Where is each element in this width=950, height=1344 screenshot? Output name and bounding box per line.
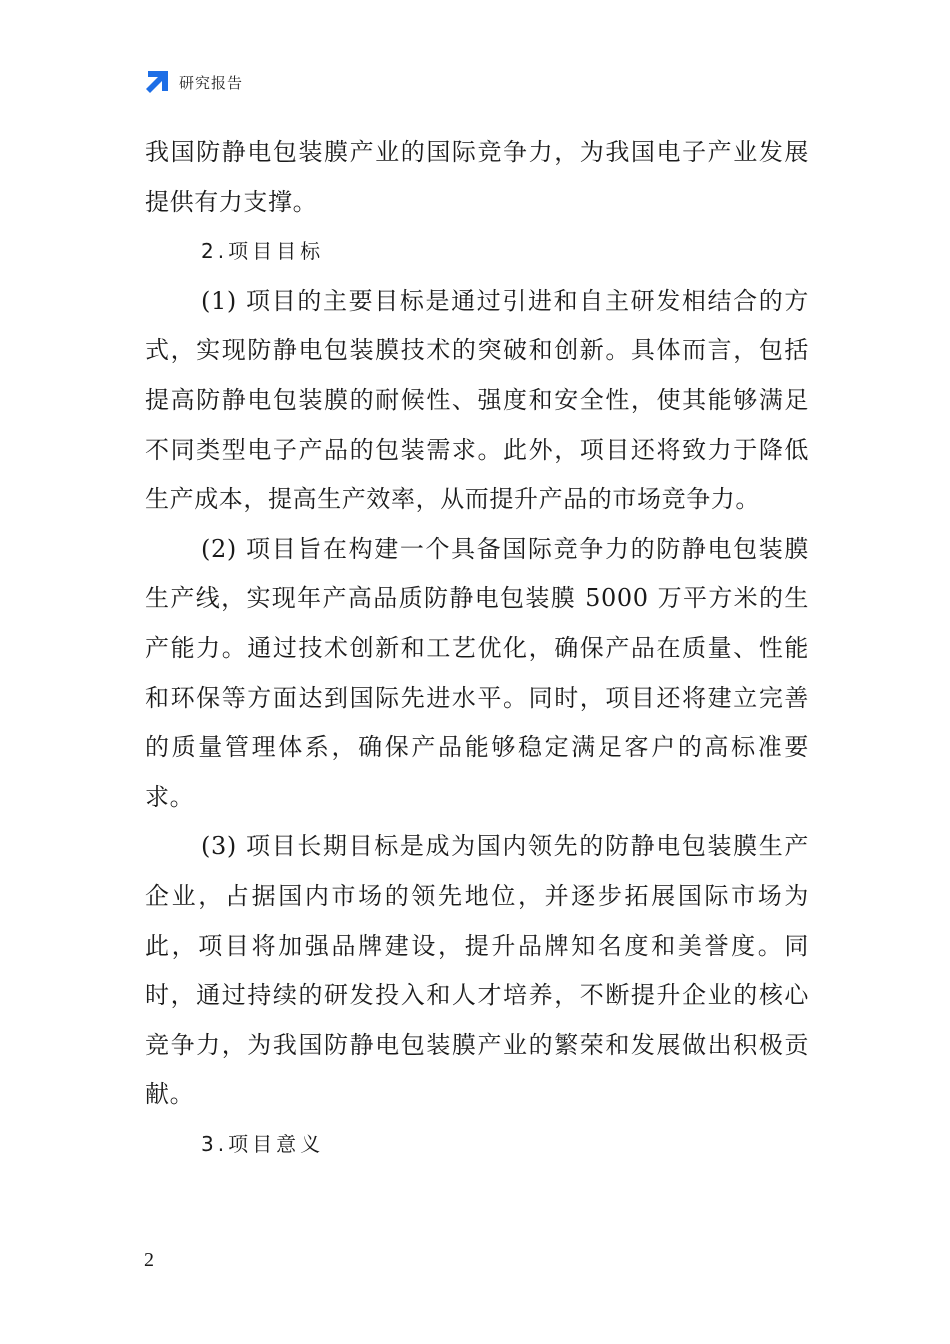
goal-paragraph-1: (1) 项目的主要目标是通过引进和自主研发相结合的方式，实现防静电包装膜技术的突破和创新。具体而言，包括提高防静电包装膜的耐候性、强度和安全性，使其能够满足不同类型电子产品的包装需求。此外，项目还将致力于降低生产成本，提高生产效率，从而提升产品的市场竞争力。 (145, 286, 809, 514)
intro-paragraph: 我国防静电包装膜产业的国际竞争力，为我国电子产业发展提供有力支撑。 (145, 138, 809, 216)
page-number: 2 (144, 1249, 154, 1271)
page-header (144, 68, 243, 96)
section-heading-goals: 2.项目目标 (201, 239, 325, 264)
arrow-up-right-icon (144, 69, 170, 95)
document-body (145, 128, 809, 1169)
goal-paragraph-3: (3) 项目长期目标是成为国内领先的防静电包装膜生产企业，占据国内市场的领先地位，并逐步拓展国际市场为此，项目将加强品牌建设，提升品牌知名度和美誉度。同时，通过持续的研发投入和人才培养，不断提升企业的核心竞争力，为我国防静电包装膜产业的繁荣和发展做出积极贡献。 (145, 832, 809, 1109)
goal-paragraph-2: (2) 项目旨在构建一个具备国际竞争力的防静电包装膜生产线，实现年产高品质防静电包装膜 5000 万平方米的生产能力。通过技术创新和工艺优化，确保产品在质量、性能和环保等方面达到国际先进水平。同时，项目还将建立完善的质量管理体系，确保产品能够稳定满足客户的高标准要求。 (145, 534, 809, 811)
header-title: 研究报告 (179, 73, 244, 92)
section-heading-significance: 3.项目意义 (201, 1131, 325, 1156)
